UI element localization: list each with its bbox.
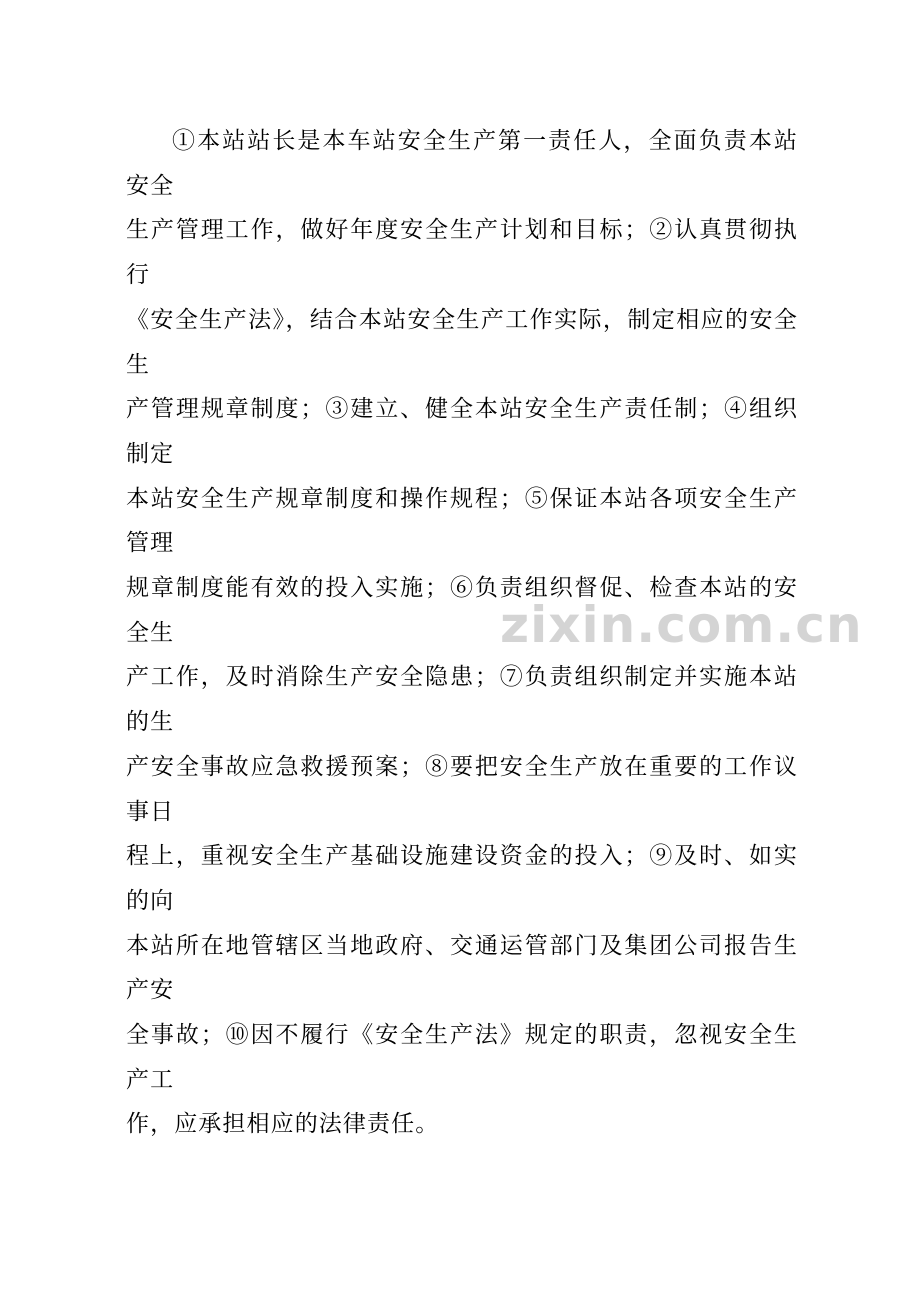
paragraph-line-11: 全事故；⑩因不履行《安全生产法》规定的职责，忽视安全生产工 <box>126 1022 798 1093</box>
paragraph-line-4: 产管理规章制度；③建立、健全本站安全生产责任制；④组织制定 <box>126 396 798 467</box>
paragraph-line-7: 产工作，及时消除生产安全隐患；⑦负责组织制定并实施本站的生 <box>126 664 798 736</box>
paragraph-line-10: 本站所在地管辖区当地政府、交通运管部门及集团公司报告生产安 <box>126 932 798 1004</box>
watermark: zixin.com.cn <box>500 596 863 654</box>
paragraph-line-3: 《安全生产法》，结合本站安全生产工作实际，制定相应的安全生 <box>126 306 798 378</box>
paragraph-line-12: 作，应承担相应的法律责任。 <box>126 1111 440 1138</box>
paragraph-line-9: 程上，重视安全生产基础设施建设资金的投入；⑨及时、如实的向 <box>126 843 798 914</box>
paragraph-line-8: 产安全事故应急救援预案；⑧要把安全生产放在重要的工作议事日 <box>126 753 798 825</box>
paragraph-line-2: 生产管理工作，做好年度安全生产计划和目标；②认真贯彻执行 <box>126 217 798 289</box>
body-paragraph <box>126 119 798 1147</box>
paragraph-line-5: 本站安全生产规章制度和操作规程；⑤保证本站各项安全生产管理 <box>126 485 798 557</box>
paragraph-line-1: ①本站站长是本车站安全生产第一责任人，全面负责本站安全 <box>126 128 798 199</box>
paragraph-line-6: 规章制度能有效的投入实施；⑥负责组织督促、检查本站的安全生 <box>126 575 798 646</box>
